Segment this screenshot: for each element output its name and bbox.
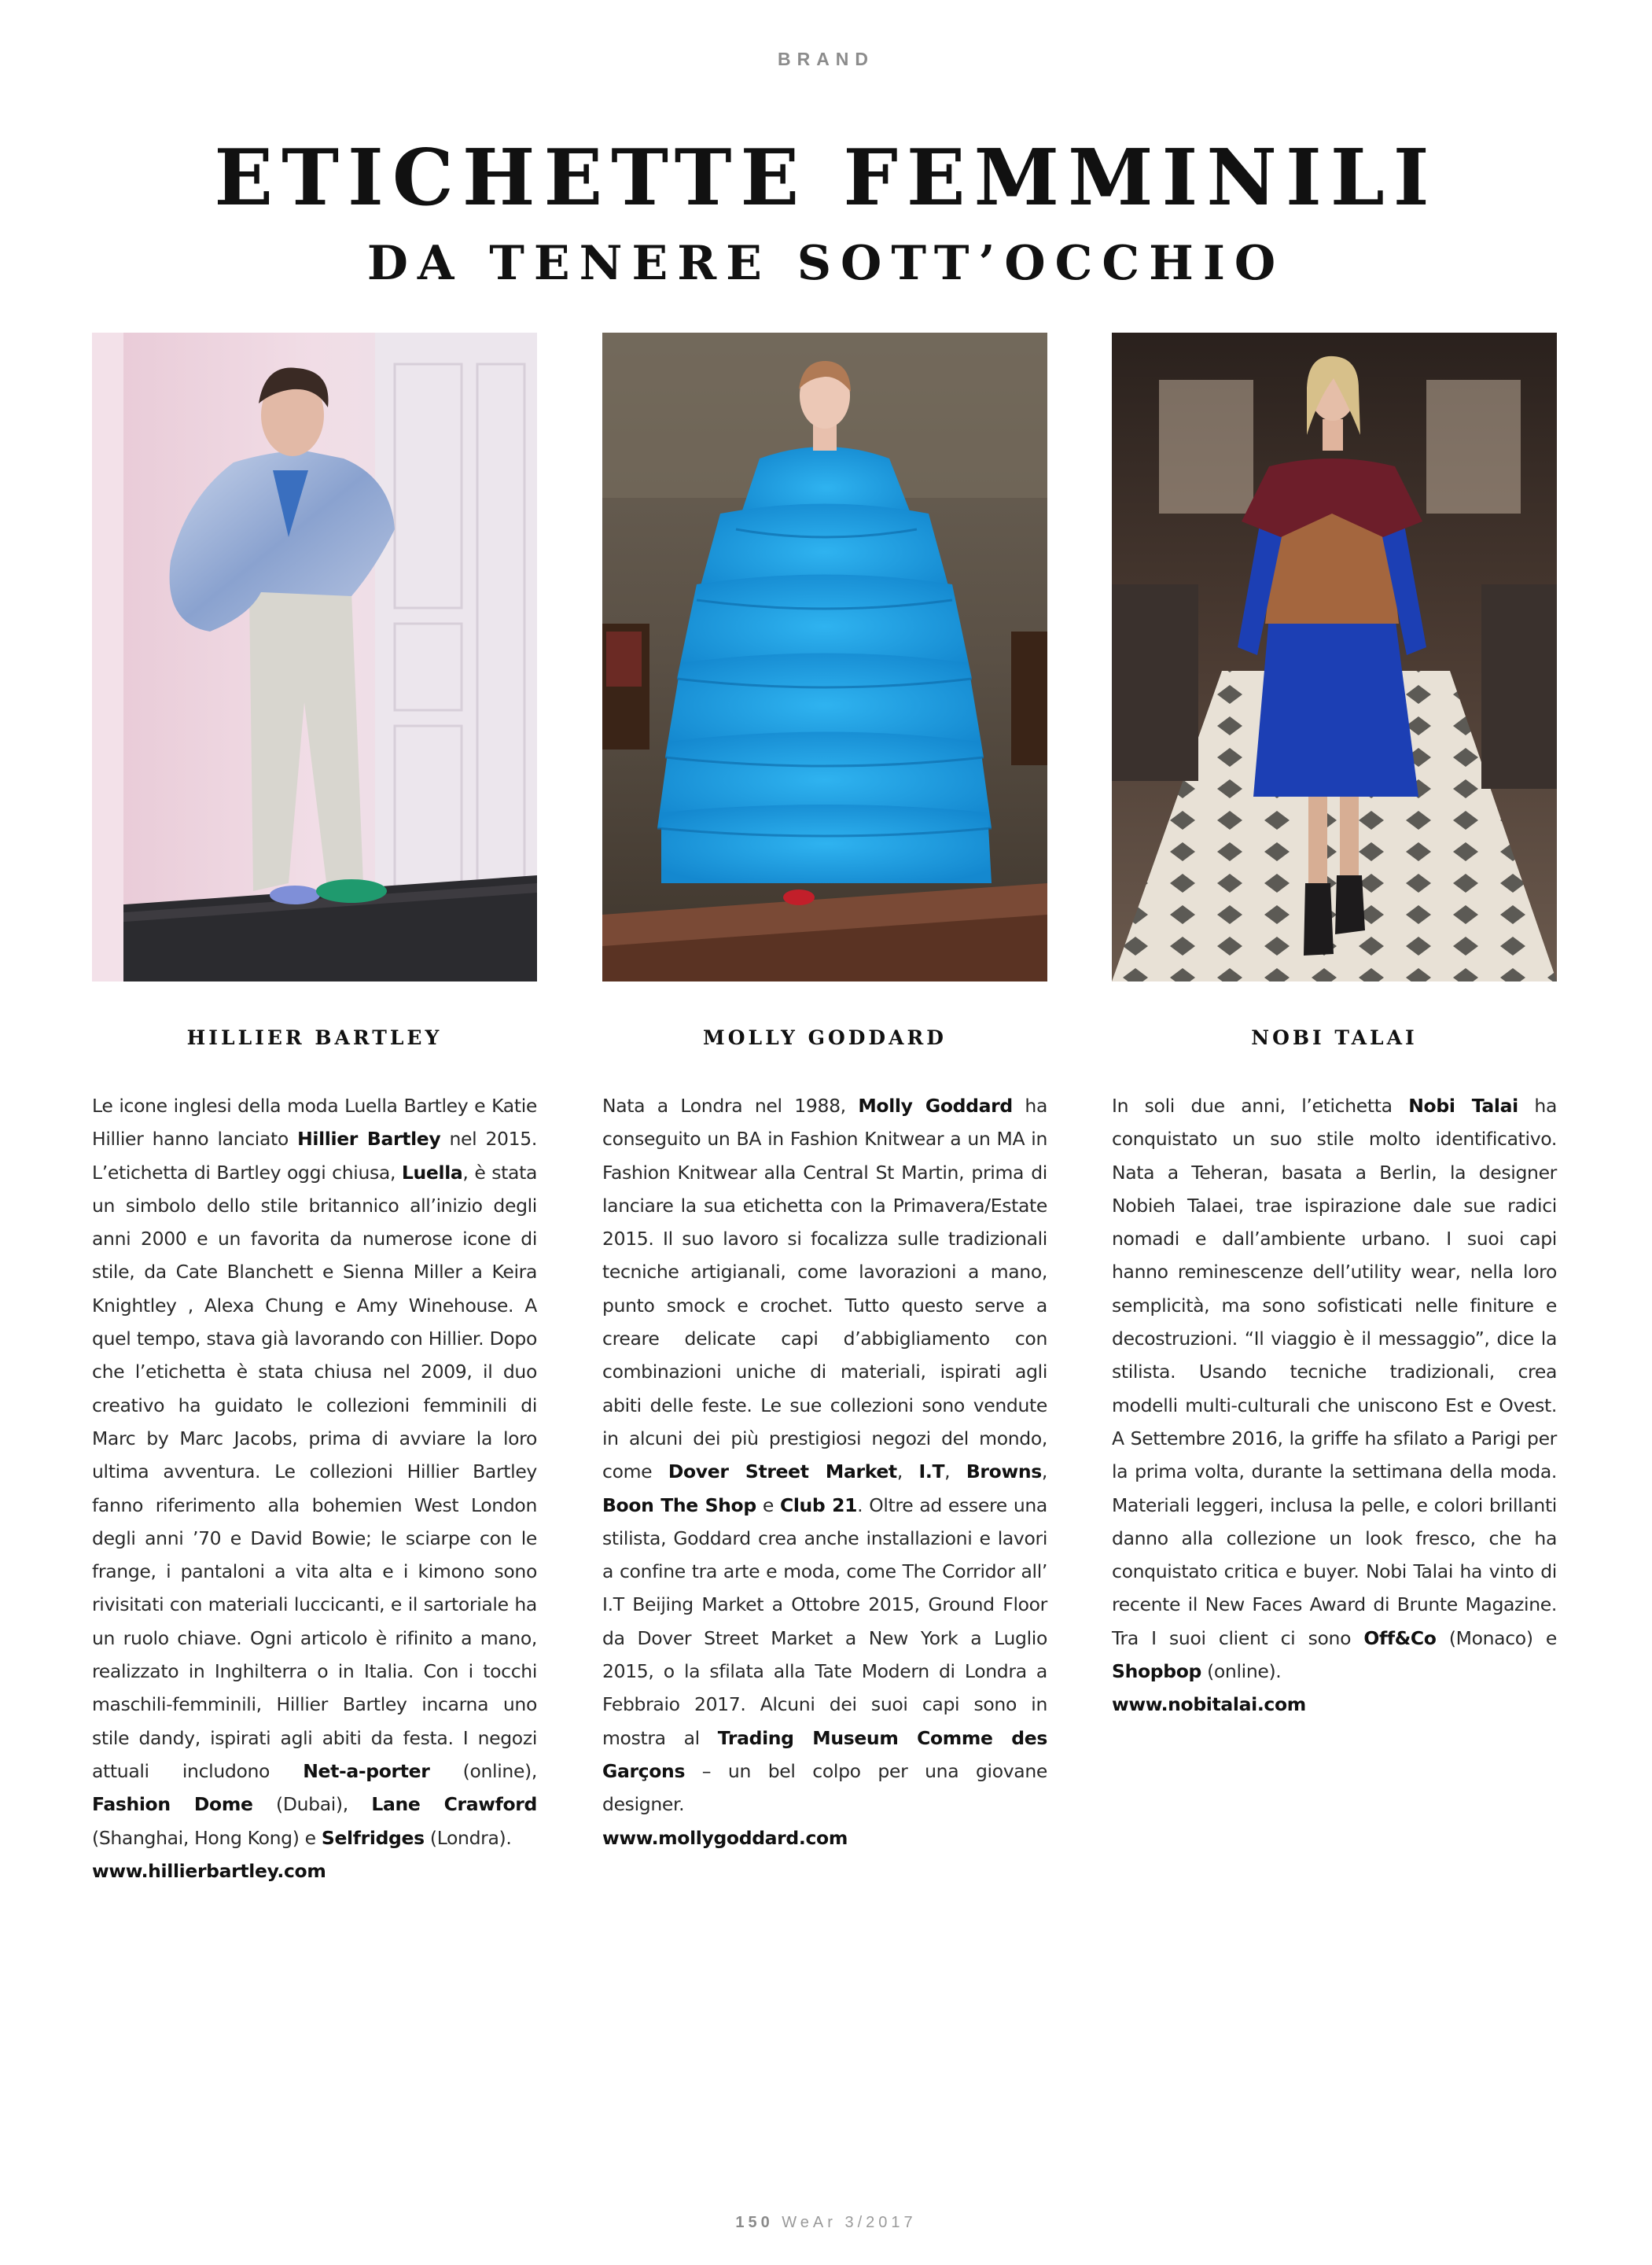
brand-mention: Fashion Dome bbox=[92, 1793, 253, 1816]
brand-description bbox=[1112, 1089, 1557, 1722]
brand-mention: Hillier Bartley bbox=[297, 1128, 441, 1151]
page-subtitle: DA TENERE SOTT’OCCHIO bbox=[366, 236, 1286, 291]
brand-column bbox=[1112, 333, 1557, 1722]
brand-mention: Shopbop bbox=[1112, 1660, 1201, 1683]
brand-name: MOLLY GODDARD bbox=[703, 1026, 947, 1049]
runway-photo-hillier-bartley bbox=[92, 333, 537, 982]
runway-photo-molly-goddard bbox=[602, 333, 1047, 982]
brand-mention: Luella bbox=[401, 1161, 463, 1184]
brand-mention: Boon The Shop bbox=[602, 1493, 756, 1516]
model-pastel-blouse-image bbox=[92, 333, 537, 982]
page-number: 150 bbox=[735, 2214, 774, 2231]
brand-mention: Molly Goddard bbox=[858, 1095, 1013, 1117]
model-blue-tulle-dress-image bbox=[602, 333, 1047, 982]
brand-mention: I.T bbox=[918, 1460, 945, 1483]
runway-photo-nobi-talai bbox=[1112, 333, 1557, 982]
brand-mention: Nobi Talai bbox=[1408, 1095, 1518, 1117]
brand-mention: Selfridges bbox=[321, 1826, 425, 1849]
page-title: ETICHETTE FEMMINILI bbox=[214, 133, 1438, 223]
magazine-issue: WeAr 3/2017 bbox=[782, 2214, 917, 2231]
brand-mention: Trading Museum Comme des Garçons bbox=[602, 1726, 1047, 1782]
brand-mention: Lane Crawford bbox=[371, 1793, 537, 1816]
brand-mention: Dover Street Market bbox=[668, 1460, 897, 1483]
paragraph: Nata a Londra nel 1988, Molly Goddard ha conseguito un BA in Fashion Knitwear a un MA in Fashion Knitwear alla Central St Martin, prima di lanciare la sua etichetta con la Primavera/Estate 2015. Il suo lavoro si focalizza sulle tradizionali tecniche artigianali, come lavorazioni a mano, punto smock e crochet. Tutto questo serve a creare delicate capi d’abbigliamento con combinazioni uniche di materiali, ispirati agli abiti delle feste. Le sue collezioni sono vendute in alcuni dei più prestigiosi negozi del mondo, come Dover Street Market, I.T, Browns, Boon The Shop e Club 21. Oltre ad essere una stilista, Goddard crea anche installazioni e lavori a confine tra arte e moda, come The Corridor all’ I.T Beijing Market a Ottobre 2015, Ground Floor da Dover Street Market a New York a Luglio 2015, o la sfilata alla Tate Modern di Londra a Febbraio 2017. Alcuni dei suoi capi sono in mostra al Trading Museum Comme des Garçons – un bel colpo per una giovane designer. bbox=[602, 1095, 1047, 1816]
page-footer bbox=[0, 2214, 1652, 2232]
brand-website-link[interactable]: www.hillierbartley.com bbox=[92, 1859, 326, 1882]
brand-column bbox=[92, 333, 537, 1888]
brand-name: NOBI TALAI bbox=[1251, 1026, 1418, 1049]
brand-column bbox=[602, 333, 1047, 1854]
section-label: BRAND bbox=[777, 49, 875, 69]
brand-website-link[interactable]: www.mollygoddard.com bbox=[602, 1826, 848, 1849]
brand-description bbox=[92, 1089, 537, 1888]
paragraph: Le icone inglesi della moda Luella Bartley e Katie Hillier hanno lanciato Hillier Bartley nel 2015. L’etichetta di Bartley oggi chiusa, Luella, è stata un simbolo dello stile britannico all’inizio degli anni 2000 e un favorita da numerose icone di stile, da Cate Blanchett e Sienna Miller a Keira Knightley , Alexa Chung e Amy Winehouse. A quel tempo, stava già lavorando con Hillier. Dopo che l’etichetta è stata chiusa nel 2009, il duo creativo ha guidato le collezioni femminili di Marc by Marc Jacobs, prima di avviare la loro ultima avventura. Le collezioni Hillier Bartley fanno riferimento alla bohemien West London degli anni ’70 e David Bowie; le sciarpe con le frange, i pantaloni a vita alta e i kimono sono rivisitati con materiali luccicanti, e il sartoriale ha un ruolo chiave. Ogni articolo è rifinito a mano, realizzato in Inghilterra o in Italia. Con i tocchi maschili-femminili, Hillier Bartley incarna uno stile dandy, ispirati agli abiti da festa. I negozi attuali includono Net-a-porter (online), Fashion Dome (Dubai), Lane Crawford (Shanghai, Hong Kong) e Selfridges (Londra). bbox=[92, 1095, 537, 1849]
brand-mention: Browns bbox=[966, 1460, 1042, 1483]
paragraph: In soli due anni, l’etichetta Nobi Talai ha conquistato un suo stile molto identificativo. Nata a Teheran, basata a Berlin, la designer Nobieh Talaei, trae ispirazione dale sue radici nomadi e dall’ambiente urbano. I suoi capi hanno reminescenze dell’utility wear, nella loro semplicità, ma sono sofisticati nelle finiture e decostruzioni. “Il viaggio è il messaggio”, dice la stilista. Usando tecniche tradizionali, crea modelli multi-culturali che uniscono Est e Ovest. A Settembre 2016, la griffe ha sfilato a Parigi per la prima volta, durante la settimana della moda. Materiali leggeri, inclusa la pelle, e colori brillanti danno alla collezione un look fresco, che ha conquistato critica e buyer. Nobi Talai ha vinto di recente il New Faces Award di Brunte Magazine. Tra I suoi client ci sono Off&Co (Monaco) e Shopbop (online). bbox=[1112, 1095, 1557, 1683]
model-leather-cape-image bbox=[1112, 333, 1557, 982]
brand-name: HILLIER BARTLEY bbox=[186, 1026, 443, 1049]
brand-description bbox=[602, 1089, 1047, 1854]
brand-mention: Net-a-porter bbox=[303, 1759, 430, 1782]
brand-mention: Off&Co bbox=[1363, 1626, 1437, 1649]
brand-mention: Club 21 bbox=[779, 1493, 858, 1516]
brand-website-link[interactable]: www.nobitalai.com bbox=[1112, 1693, 1306, 1716]
